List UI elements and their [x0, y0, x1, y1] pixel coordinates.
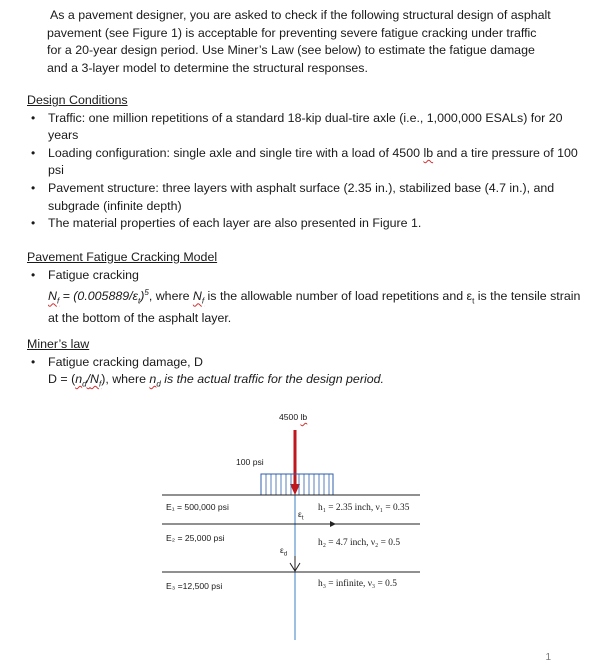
list-item: • The material properties of each layer are also presented in Figure 1.	[27, 215, 587, 233]
layer1-modulus: E₁ = 500,000 psi	[166, 502, 229, 512]
layer2-modulus: E₂ = 25,000 psi	[166, 533, 225, 543]
load-arrow-head	[290, 484, 300, 495]
pressure-label: 100 psi	[236, 457, 264, 467]
design-conditions-heading: Design Conditions	[27, 93, 128, 107]
list-item: • Fatigue cracking $N_f = (0.005889/\varepsilon_t)^5$, where $N_f$ is the allowable number of load repetitions and $\varepsilon_t$ is the tensile strain at the bottom of the asphalt layer.	[27, 267, 587, 328]
intro-paragraph: As a pavement designer, you are asked to check if the following structural design of asphalt pavement (see Figure 1) is acceptable for preventing severe fatigue cracking under traffic for a 20-year design period. Use Miner’s Law (see below) to estimate the fatigue damage and a 3-layer model to determine the structural responses.	[47, 8, 551, 75]
layer2-properties: h₂ = 4.7 inch, ν₂ = 0.5	[318, 538, 401, 548]
list-item: • Loading configuration: single axle and single tire with a load of 4500 lb and a tire pressure of 100 psi	[27, 145, 587, 180]
fatigue-model-heading: Pavement Fatigue Cracking Model	[27, 250, 218, 264]
miners-law-heading: Miner’s law	[27, 337, 90, 351]
list-item: • Traffic: one million repetitions of a standard 18-kip dual-tire axle (i.e., 1,000,000 ESALs) for 20 years	[27, 110, 587, 145]
fatigue-formula: $N_f = (0.005889/\varepsilon_t)^5$	[48, 288, 149, 306]
tensile-strain-label: $\varepsilon_t$	[298, 509, 304, 522]
list-item: • Pavement structure: three layers with asphalt surface (2.35 in.), stabilized base (4.7 in.), and subgrade (infinite depth)	[27, 180, 587, 215]
compressive-strain-label: $\varepsilon_d$	[280, 545, 288, 558]
load-unit: lb	[423, 145, 434, 160]
layer3-modulus: E₃ =12,500 psi	[166, 581, 223, 591]
tensile-strain-arrowhead	[330, 521, 336, 527]
layer1-properties: h₁ = 2.35 inch, ν₁ = 0.35	[318, 503, 410, 513]
layer3-properties: h₃ = infinite, ν₃ = 0.5	[318, 579, 397, 589]
load-label: 4500 lb	[279, 412, 308, 422]
page-number: 1	[545, 652, 551, 663]
list-item: • Fatigue cracking damage, D $D = (n_d/N_f)$, where $n_d$ is the actual traffic for the design period.	[27, 354, 587, 394]
